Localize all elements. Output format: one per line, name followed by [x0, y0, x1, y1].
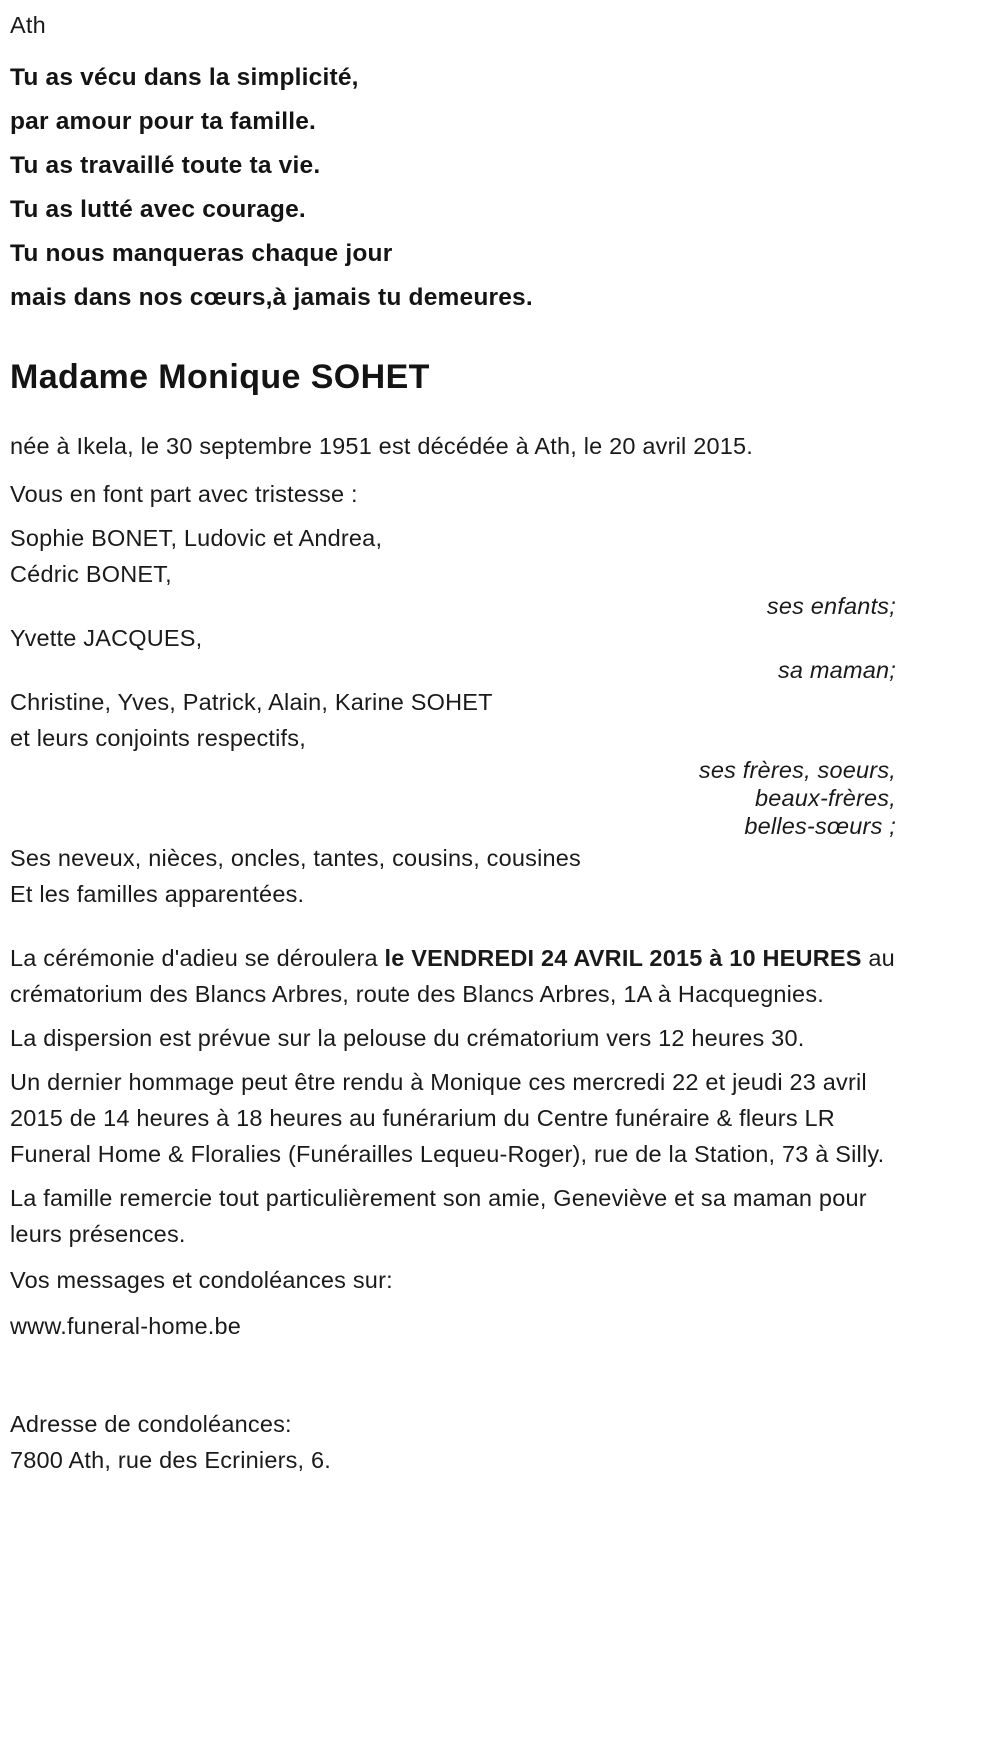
- website-url: www.funeral-home.be: [10, 1313, 242, 1339]
- poem-line-4: Tu as lutté avec courage.: [10, 196, 306, 223]
- poem-line-5: Tu nous manqueras chaque jour: [10, 240, 393, 267]
- condolences-label: Vos messages et condoléances sur:: [10, 1267, 393, 1293]
- poem-line-3: Tu as travaillé toute ta vie.: [10, 152, 321, 179]
- thanks-paragraph: La famille remercie tout particulièrement son amie, Geneviève et sa maman pour leurs présences.: [10, 1185, 867, 1247]
- ceremony-location: au crématorium des Blancs Arbres, route des Blancs Arbres, 1A à Hacquegnies.: [10, 945, 895, 1007]
- poem-line-1: Tu as vécu dans la simplicité,: [10, 64, 359, 91]
- relation-siblings-label-2: beaux-frères,: [754, 785, 896, 811]
- address-label: Adresse de condoléances:: [10, 1411, 292, 1437]
- family-extended-line-1: Ses neveux, nièces, oncles, tantes, cousins, cousines: [10, 845, 581, 871]
- relation-siblings-label-1: ses frères, soeurs,: [698, 757, 896, 783]
- poem-line-6: mais dans nos cœurs,à jamais tu demeures.: [10, 284, 533, 311]
- announcement-intro: Vous en font part avec tristesse :: [10, 481, 358, 507]
- family-children-line-2: Cédric BONET,: [10, 561, 172, 587]
- life-dates-line: née à Ikela, le 30 septembre 1951 est décédée à Ath, le 20 avril 2015.: [10, 433, 754, 459]
- family-list: [10, 520, 896, 912]
- dispersion-paragraph: La dispersion est prévue sur la pelouse du crématorium vers 12 heures 30.: [10, 1025, 805, 1051]
- family-siblings-line-1: Christine, Yves, Patrick, Alain, Karine SOHET: [10, 689, 493, 715]
- family-siblings-line-2: et leurs conjoints respectifs,: [10, 725, 306, 751]
- address-value: 7800 Ath, rue des Ecriniers, 6.: [10, 1447, 332, 1473]
- city-label: Ath: [10, 12, 46, 38]
- family-mother-line: Yvette JACQUES,: [10, 625, 203, 651]
- ceremony-datetime: le VENDREDI 24 AVRIL 2015 à 10 HEURES: [384, 945, 862, 971]
- poem-line-2: par amour pour ta famille.: [10, 108, 317, 135]
- relation-siblings-label-3: belles-sœurs ;: [744, 813, 896, 839]
- ceremony-paragraph: [10, 940, 896, 1012]
- poem: [10, 56, 896, 320]
- ceremony-text-before: La cérémonie d'adieu se déroulera: [10, 945, 385, 971]
- condolence-address-block: [10, 1406, 896, 1478]
- tribute-paragraph: Un dernier hommage peut être rendu à Monique ces mercredi 22 et jeudi 23 avril 2015 de 14 heures à 18 heures au funérarium du Centre funéraire & fleurs LR Funeral Home & Floralies (Funérailles Lequeu-Roger), rue de la Station, 73 à Silly.: [10, 1069, 885, 1167]
- relation-mother-label: sa maman;: [777, 657, 896, 683]
- family-children-line-1: Sophie BONET, Ludovic et Andrea,: [10, 525, 383, 551]
- relation-children-label: ses enfants;: [766, 593, 896, 619]
- deceased-name-heading: Madame Monique SOHET: [10, 358, 430, 396]
- family-extended-line-2: Et les familles apparentées.: [10, 881, 305, 907]
